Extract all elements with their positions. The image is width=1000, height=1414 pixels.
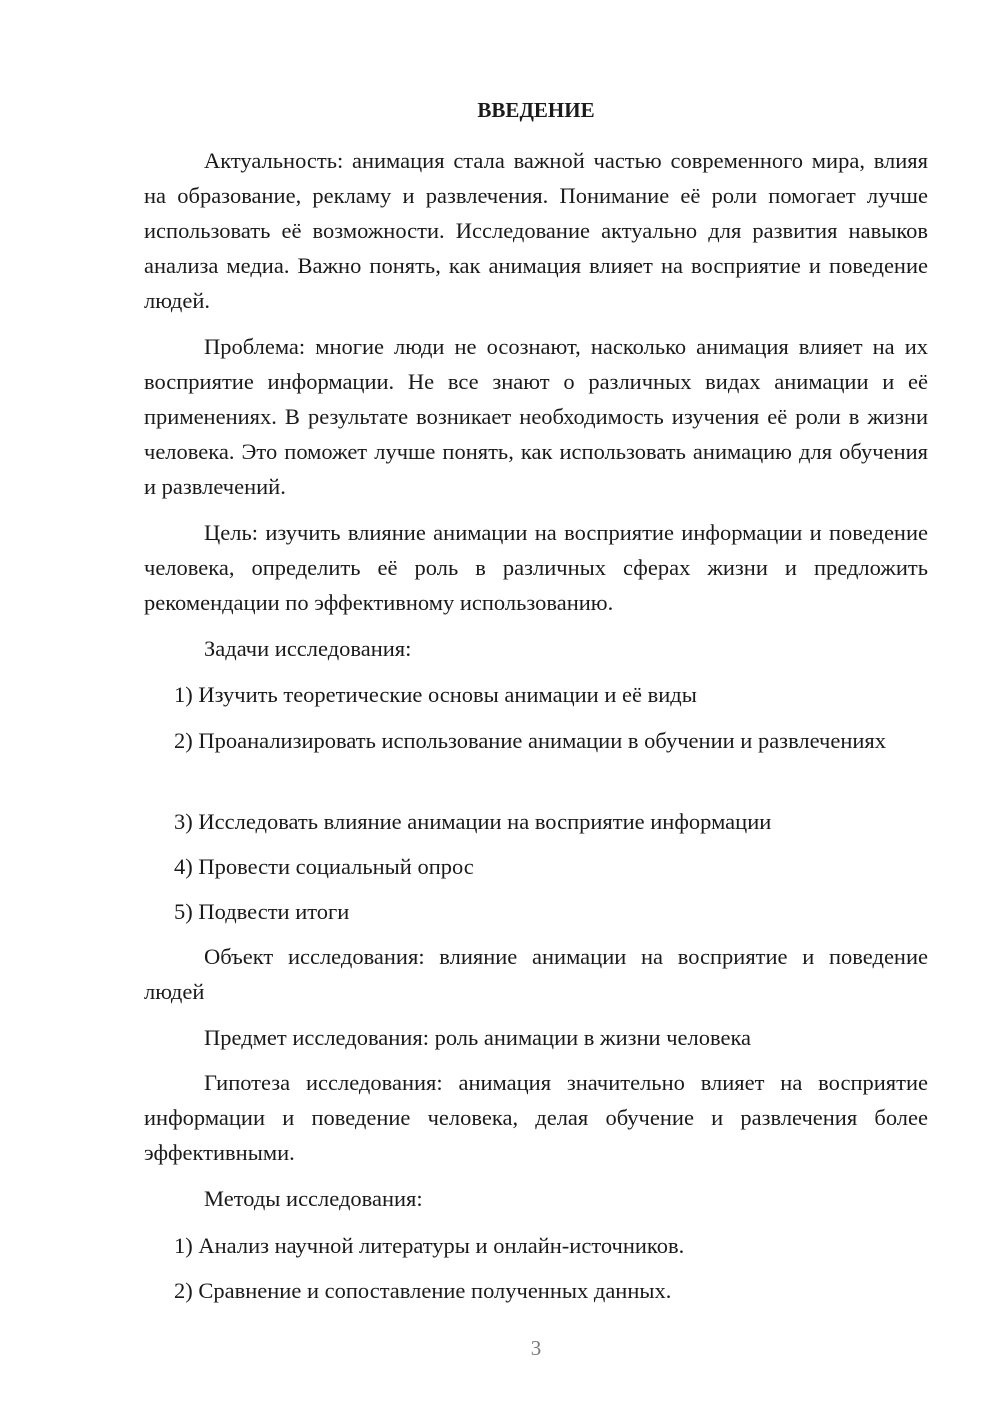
paragraph-relevance: Актуальность: анимация стала важной частью современного мира, влияя на образование, рекламу и развлечения. Понимание её роли помогает лучше использовать её возможности. Исследование актуально для развития навыков анализа медиа. Важно понять, как анимация влияет на восприятие и поведение людей. xyxy=(144,148,928,313)
paragraph-tasks-heading: Задачи исследования: xyxy=(204,636,412,661)
list-item-task-5: 5) Подвести итоги xyxy=(174,899,350,924)
list-item-task-3: 3) Исследовать влияние анимации на восприятие информации xyxy=(174,809,772,834)
section-heading: ВВЕДЕНИЕ xyxy=(477,98,595,122)
page-number: 3 xyxy=(530,1336,542,1360)
paragraph-problem: Проблема: многие люди не осознают, насколько анимация влияет на их восприятие информации. Не все знают о различных видах анимации и её применениях. В результате возникает необходимость изучения её роли в жизни человека. Это поможет лучше понять, как использовать анимацию для обучения и развлечений. xyxy=(144,334,928,499)
paragraph-goal: Цель: изучить влияние анимации на восприятие информации и поведение человека, определить её роль в различных сферах жизни и предложить рекомендации по эффективному использованию. xyxy=(144,520,928,615)
list-item-method-2: 2) Сравнение и сопоставление полученных данных. xyxy=(174,1278,672,1303)
paragraph-object: Объект исследования: влияние анимации на восприятие и поведение людей xyxy=(144,944,928,1004)
list-item-task-2: 2) Проанализировать использование анимации в обучении и развлечениях xyxy=(174,728,887,753)
list-item-task-1: 1) Изучить теоретические основы анимации и её виды xyxy=(174,682,697,707)
list-item-method-1: 1) Анализ научной литературы и онлайн-источников. xyxy=(174,1233,685,1258)
paragraph-hypothesis: Гипотеза исследования: анимация значительно влияет на восприятие информации и поведение человека, делая обучение и развлечения более эффективными. xyxy=(144,1070,928,1165)
paragraph-subject: Предмет исследования: роль анимации в жизни человека xyxy=(204,1025,752,1050)
list-item-task-4: 4) Провести социальный опрос xyxy=(174,854,474,879)
paragraph-methods-heading: Методы исследования: xyxy=(204,1186,423,1211)
